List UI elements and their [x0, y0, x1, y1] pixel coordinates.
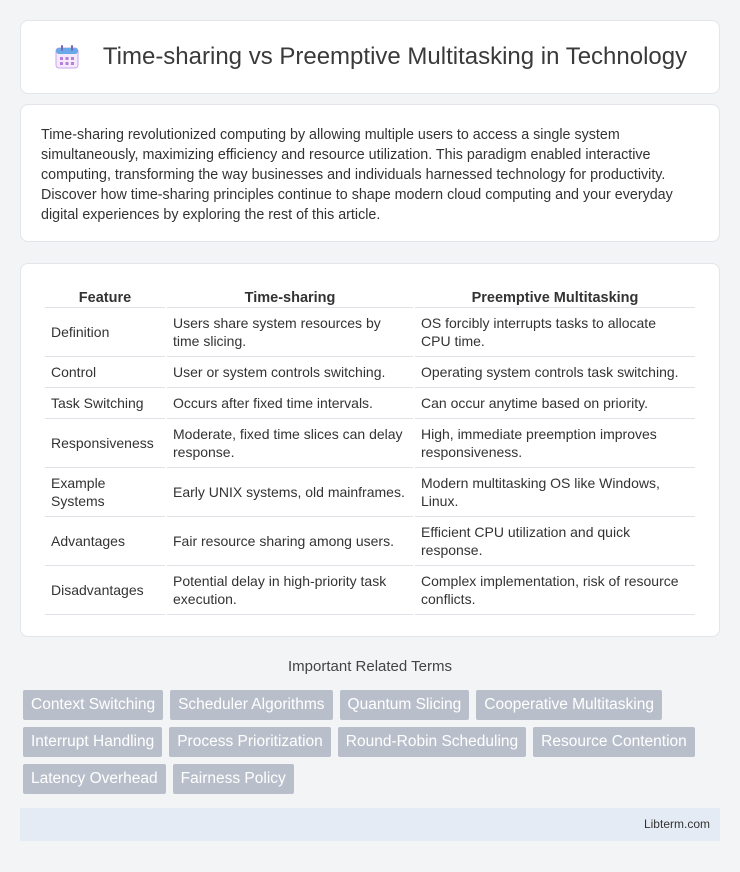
- time-sharing-cell: Fair resource sharing among users.: [167, 517, 413, 566]
- table-header-row: [45, 284, 695, 308]
- feature-cell: Disadvantages: [45, 566, 165, 615]
- comparison-table: [43, 284, 697, 615]
- related-term-tag[interactable]: Round-Robin Scheduling: [338, 727, 526, 757]
- time-sharing-cell: Potential delay in high-priority task execution.: [167, 566, 413, 615]
- related-term-tag[interactable]: Quantum Slicing: [340, 690, 470, 720]
- feature-cell: Responsiveness: [45, 419, 165, 468]
- table-row: [45, 357, 695, 388]
- related-terms-list: [23, 690, 723, 801]
- preemptive-cell: OS forcibly interrupts tasks to allocate CPU time.: [415, 308, 695, 357]
- footer-site-link[interactable]: Libterm.com: [643, 817, 710, 831]
- calendar-icon: [53, 43, 81, 71]
- table-row: [45, 419, 695, 468]
- preemptive-cell: Can occur anytime based on priority.: [415, 388, 695, 419]
- preemptive-cell: Complex implementation, risk of resource conflicts.: [415, 566, 695, 615]
- table-row: [45, 517, 695, 566]
- intro-card: [20, 104, 720, 242]
- time-sharing-cell: User or system controls switching.: [167, 357, 413, 388]
- table-row: [45, 566, 695, 615]
- related-terms-heading: Important Related Terms: [288, 658, 452, 675]
- related-term-tag[interactable]: Cooperative Multitasking: [476, 690, 662, 720]
- header-feature: Feature: [45, 284, 165, 308]
- feature-cell: Advantages: [45, 517, 165, 566]
- related-term-tag[interactable]: Interrupt Handling: [23, 727, 162, 757]
- intro-text: Time-sharing revolutionized computing by allowing multiple users to access a single system simultaneously, maximizing efficiency and resource utilization. This paradigm enabled interactive computing, transforming the way businesses and individuals harnessed technology for productivity. Discover how time-sharing principles continue to shape modern cloud computing and your everyday digital experiences by exploring the rest of this article.: [41, 127, 673, 223]
- title-card: [20, 20, 720, 94]
- related-term-tag[interactable]: Fairness Policy: [173, 764, 294, 794]
- header-time-sharing: Time-sharing: [167, 284, 413, 308]
- related-term-tag[interactable]: Process Prioritization: [169, 727, 331, 757]
- feature-cell: Example Systems: [45, 468, 165, 517]
- comparison-card: [20, 263, 720, 637]
- time-sharing-cell: Occurs after fixed time intervals.: [167, 388, 413, 419]
- footer: [20, 808, 720, 841]
- feature-cell: Definition: [45, 308, 165, 357]
- related-term-tag[interactable]: Latency Overhead: [23, 764, 166, 794]
- feature-cell: Control: [45, 357, 165, 388]
- preemptive-cell: Efficient CPU utilization and quick response.: [415, 517, 695, 566]
- related-term-tag[interactable]: Context Switching: [23, 690, 163, 720]
- table-row: [45, 388, 695, 419]
- table-row: [45, 468, 695, 517]
- page-title: Time-sharing vs Preemptive Multitasking in Technology: [102, 43, 688, 70]
- header-preemptive: Preemptive Multitasking: [415, 284, 695, 308]
- related-term-tag[interactable]: Scheduler Algorithms: [170, 690, 332, 720]
- time-sharing-cell: Early UNIX systems, old mainframes.: [167, 468, 413, 517]
- preemptive-cell: High, immediate preemption improves responsiveness.: [415, 419, 695, 468]
- related-term-tag[interactable]: Resource Contention: [533, 727, 695, 757]
- preemptive-cell: Operating system controls task switching.: [415, 357, 695, 388]
- table-row: [45, 308, 695, 357]
- feature-cell: Task Switching: [45, 388, 165, 419]
- preemptive-cell: Modern multitasking OS like Windows, Linux.: [415, 468, 695, 517]
- time-sharing-cell: Moderate, fixed time slices can delay response.: [167, 419, 413, 468]
- time-sharing-cell: Users share system resources by time slicing.: [167, 308, 413, 357]
